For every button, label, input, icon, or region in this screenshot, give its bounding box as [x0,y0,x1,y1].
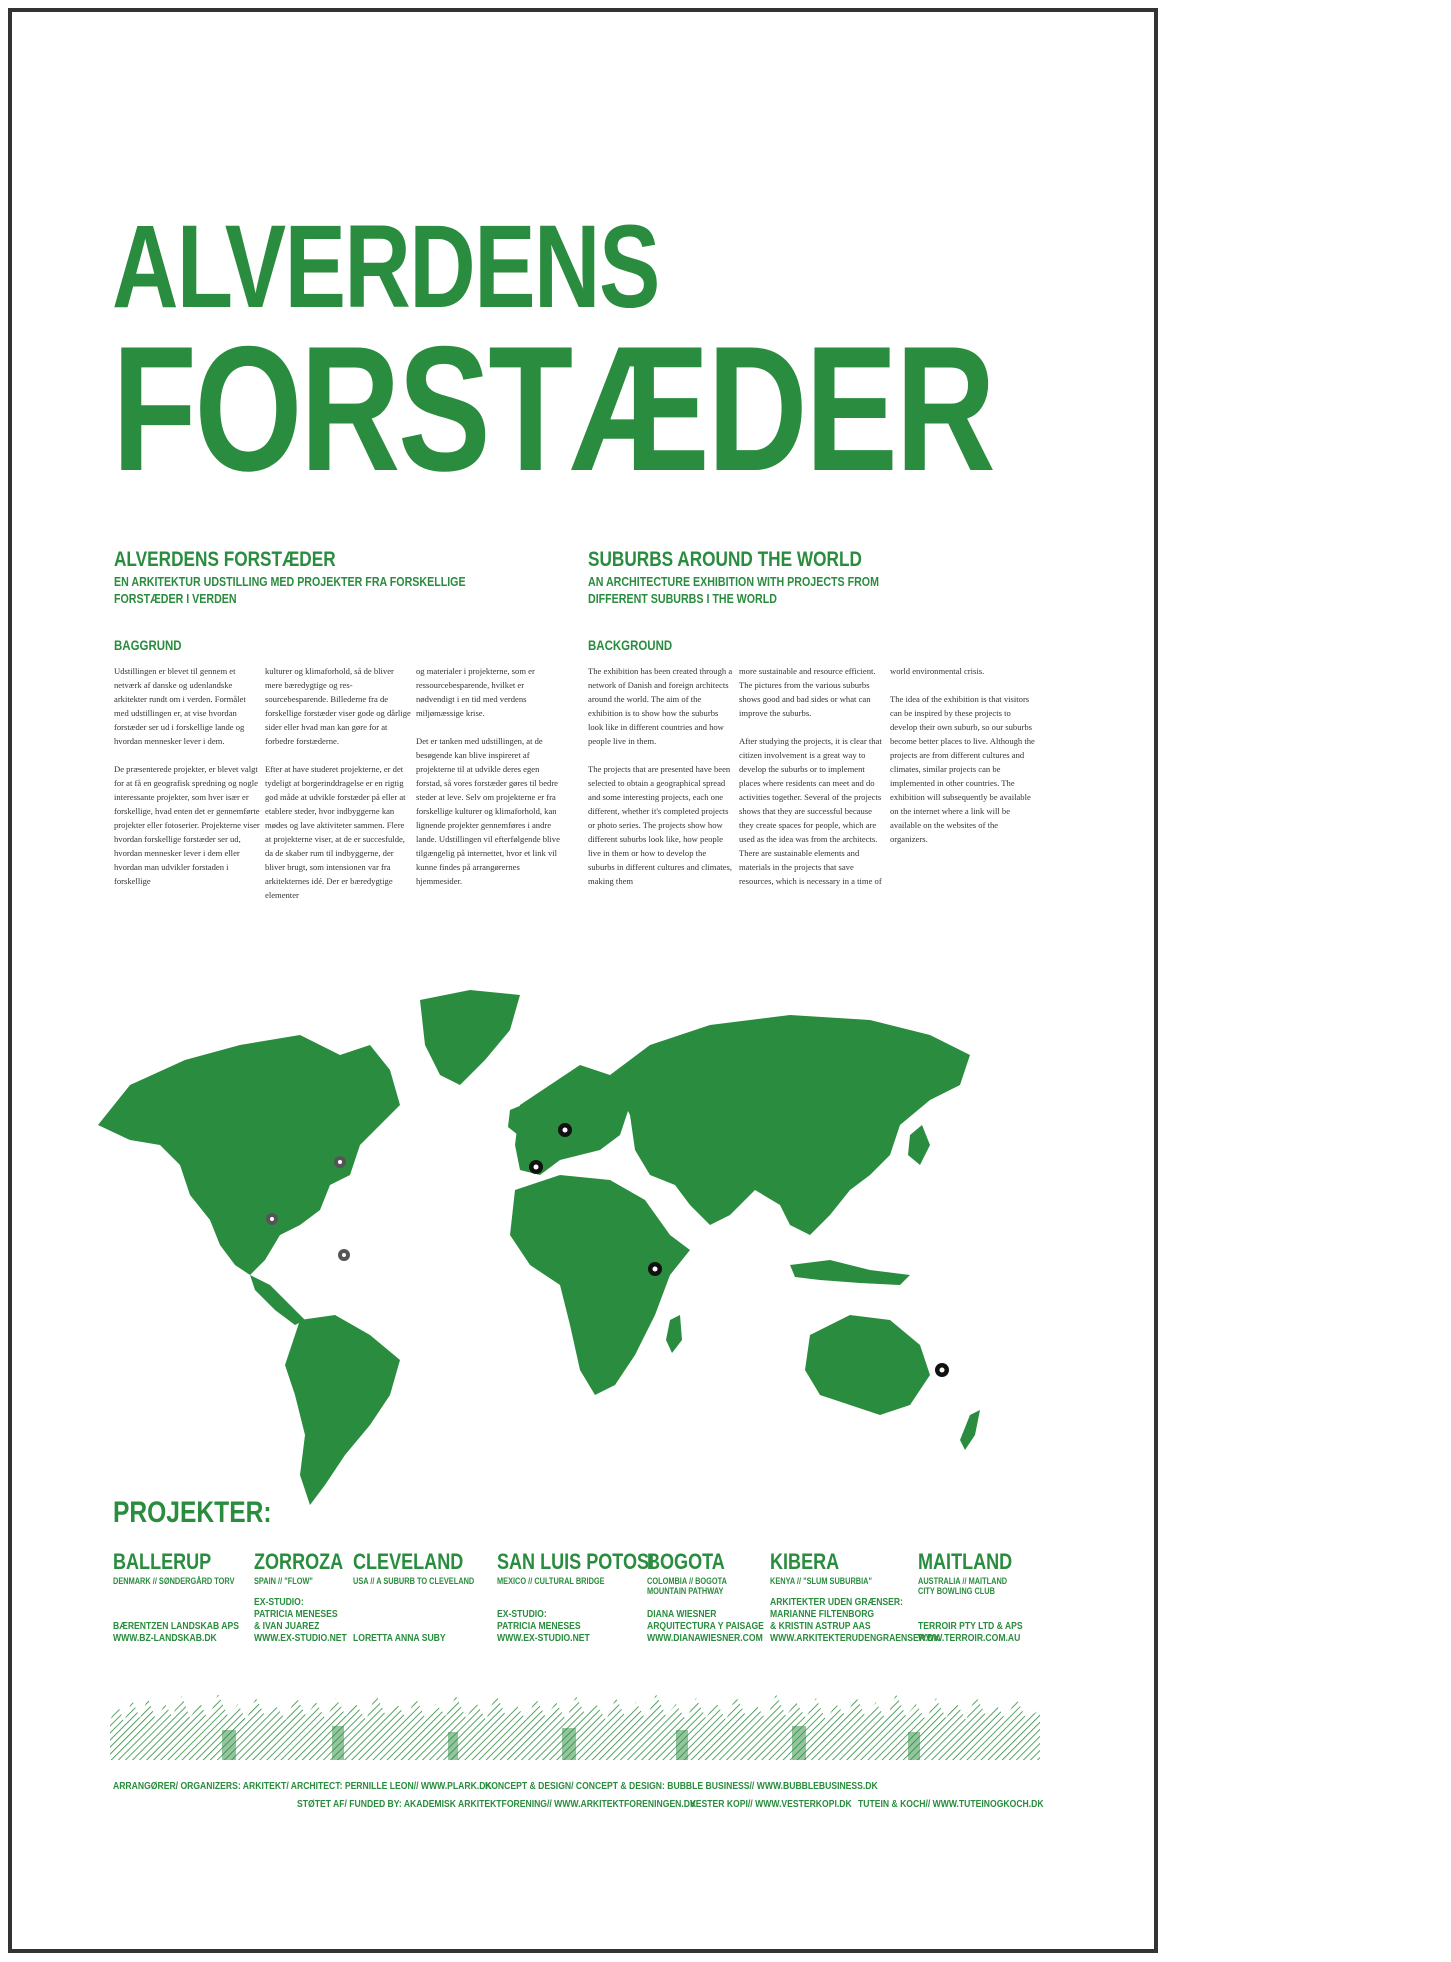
paragraph: The idea of the exhibition is that visitors can be inspired by these projects to develop their own suburb, so our suburbs become better places to live. Although the projects are from different cultures and climates, similar projects can be implemented in other countries. The exhibition will subsequently be available on the internet where a link will be available on the websites of the organizers. [890,694,1035,844]
world-map [90,975,1050,1535]
australia [805,1315,930,1415]
project-name: MAITLAND [918,1549,1013,1574]
project-credit: & KRISTIN ASTRUP AAS [770,1620,871,1632]
danish-column-2 [265,664,411,916]
new-zealand [960,1410,980,1450]
marker-maitland[interactable] [935,1363,949,1377]
europe [515,1065,630,1175]
continents [98,990,980,1505]
project-subtitle: DENMARK // SØNDERGÅRD TORV [113,1576,235,1586]
project-name: ZORROZA [254,1549,344,1574]
marker-kibera[interactable] [648,1262,662,1276]
project-credit: WWW.TERROIR.COM.AU [918,1632,1021,1644]
asia [610,1015,970,1235]
paragraph: Udstillingen er blevet til gennem et netværk af danske og udenlandske arkitekter rundt om i verden. Formålet med udstillingen er, at vise hvordan forstæder ser ud i forskellige lande og hvordan mennesker lever i dem. [114,666,246,746]
danish-subheading-2: FORSTÆDER I VERDEN [114,591,237,606]
project-credit: MARIANNE FILTENBORG [770,1608,875,1620]
danish-heading: ALVERDENS FORSTÆDER [114,548,336,571]
japan [908,1125,930,1165]
project-credit: PATRICIA MENESES [254,1608,338,1620]
project-maitland [918,1549,1048,1644]
project-name: BALLERUP [113,1549,212,1574]
grass-decoration [110,1690,1040,1760]
footer-vester-kopi: VESTER KOPI// WWW.VESTERKOPI.DK [690,1798,852,1810]
paragraph: world environmental crisis. [890,666,985,676]
danish-column-1 [114,664,260,902]
project-name: SAN LUIS POTOSI [497,1549,655,1574]
english-subheading-1: AN ARCHITECTURE EXHIBITION WITH PROJECTS FROM [588,574,879,589]
marker-bogota[interactable] [338,1249,350,1261]
project-name: KIBERA [770,1549,840,1574]
danish-section-heading: BAGGRUND [114,637,182,653]
paragraph: Det er tanken med udstillingen, at de besøgende kan blive inspireret af projekterne til at udvikle deres egen forstad, så vores forstæder gøres til bedre steder at leve. Selv om projekterne er fra forskellige kulturer og klimaforhold, kan lignende projekter gennemføres i andre lande. Udstillingen vil efterfølgende blive tilgængelig på internettet, hvor et link vil kunne findes på arrangørernes hjemmesider. [416,736,560,886]
project-ballerup [113,1549,261,1644]
project-credit: WWW.ARKITEKTERUDENGRAENSER.DK [770,1632,940,1644]
footer-organizers: ARRANGØRER/ ORGANIZERS: ARKITEKT/ ARCHITECT: PERNILLE LEON// WWW.PLARK.DK [113,1780,492,1792]
project-subtitle: USA // A SUBURB TO CLEVELAND [353,1576,475,1586]
project-credit: TERROIR PTY LTD & APS [918,1620,1023,1632]
project-subtitle: COLOMBIA // BOGOTA MOUNTAIN PATHWAY [647,1576,727,1596]
project-zorroza [254,1549,363,1644]
marker-denmark[interactable] [558,1123,572,1137]
paragraph: og materialer i projekterne, som er ressourcebesparende, hvilket er nødvendigt i en tid med verdens miljømæssige krise. [416,666,535,718]
north-america [98,1035,400,1275]
paragraph: After studying the projects, it is clear that citizen involvement is a great way to develop the suburbs or to implement places where residents can meet and do activities together. Several of the projects shows that they are successful because they create spaces for people, which are used as the idea was from the architects. There are sustainable elements and materials in the projects that save resources, which is necessary in a time of [739,736,882,886]
project-credit: ARQUITECTURA Y PAISAGE [647,1620,764,1632]
english-column-2 [739,664,885,902]
project-credit: BÆRENTZEN LANDSKAB APS [113,1620,239,1632]
footer-concept-design: KONCEPT & DESIGN/ CONCEPT & DESIGN: BUBBLE BUSINESS// WWW.BUBBLEBUSINESS.DK [485,1780,878,1792]
project-kibera [770,1549,940,1644]
paragraph: more sustainable and resource efficient. The pictures from the various suburbs shows good and bad sides or what can improve the suburbs. [739,666,876,718]
greenland [420,990,520,1085]
english-subheading-2: DIFFERENT SUBURBS I THE WORLD [588,591,777,606]
footer-tutein-koch: TUTEIN & KOCH// WWW.TUTEINOGKOCH.DK [858,1798,1044,1810]
indonesia [790,1260,910,1285]
title-line-1: ALVERDENS [112,201,659,333]
project-credit: WWW.DIANAWIESNER.COM [647,1632,763,1644]
project-name: BOGOTA [647,1549,725,1574]
project-credit: EX-STUDIO: [254,1596,304,1608]
project-cleveland [353,1549,501,1644]
project-credit: WWW.EX-STUDIO.NET [497,1632,590,1644]
paragraph: The projects that are presented have been selected to obtain a geographical spread and some interesting projects, each one different, whether it's completed projects or photo series. The projects show how different suburbs look like, how people live in them or how to develop the suburbs in different cultures and climates, making them [588,764,732,886]
project-credit: ARKITEKTER UDEN GRÆNSER: [770,1596,903,1608]
project-credit: WWW.BZ-LANDSKAB.DK [113,1632,217,1644]
project-credit: EX-STUDIO: [497,1608,547,1620]
marker-spain[interactable] [529,1160,543,1174]
south-america [285,1315,400,1505]
project-name: CLEVELAND [353,1549,464,1574]
danish-column-3 [416,664,562,902]
project-credit: & IVAN JUAREZ [254,1620,320,1632]
paragraph: kulturer og klimaforhold, så de bliver mere bæredygtige og ressourcebesparende. Billederne fra de forskellige forstæder viser gode og dårlige sider eller hvad man kan gøre for at forbedre forstæderne. [265,666,411,746]
project-subtitle: AUSTRALIA // MAITLAND CITY BOWLING CLUB [918,1576,1008,1596]
project-subtitle: KENYA // "SLUM SUBURBIA" [770,1576,873,1586]
project-credit: LORETTA ANNA SUBY [353,1632,446,1644]
project-credit: DIANA WIESNER [647,1608,717,1620]
paragraph: De præsenterede projekter, er blevet valgt for at få en geografisk spredning og nogle interessante projekter, som hver især er forskellige, hvad enten det er gennemførte projekter eller fotoserier. Projekterne viser hvordan forskellige forstæder ser ud, hvordan mennesker lever i dem eller hvordan man udvikler forstaden i forskellige [114,764,260,886]
marker-cleveland[interactable] [334,1156,346,1168]
english-heading: SUBURBS AROUND THE WORLD [588,548,862,571]
projects-heading: PROJEKTER: [113,1496,272,1529]
footer-funded-by: STØTET AF/ FUNDED BY: AKADEMISK ARKITEKTFORENING// WWW.ARKITEKTFORENINGEN.DK [297,1798,697,1810]
english-column-1 [588,664,734,902]
central-america [250,1275,305,1325]
danish-subheading-1: EN ARKITEKTUR UDSTILLING MED PROJEKTER FRA FORSKELLIGE [114,574,466,589]
project-subtitle: MEXICO // CULTURAL BRIDGE [497,1576,605,1586]
project-bogota [647,1549,764,1644]
project-credit: WWW.EX-STUDIO.NET [254,1632,347,1644]
marker-san-luis-potosi[interactable] [266,1213,278,1225]
paragraph: Efter at have studeret projekterne, er det tydeligt at borgerinddragelse er en rigtig god måde at udvikle forstæder på eller at etablere steder, hvor indbyggerne kan mødes og lave aktiviteter sammen. Flere at projekterne viser, at de er succesfulde, da de skaber rum til indbyggerne, der bliver brugt, som intensionen var fra arkitekternes idé. Der er bæredygtige elementer [265,764,406,900]
project-subtitle: SPAIN // "FLOW" [254,1576,313,1586]
title-line-2: FORSTÆDER [112,309,994,508]
africa [510,1175,690,1395]
english-section-heading: BACKGROUND [588,637,673,653]
paragraph: The exhibition has been created through a network of Danish and foreign architects around the world. The aim of the exhibition is to show how the suburbs look like in different countries and how people live in them. [588,666,733,746]
madagascar [666,1315,682,1353]
english-column-3 [890,664,1036,860]
project-credit: PATRICIA MENESES [497,1620,581,1632]
